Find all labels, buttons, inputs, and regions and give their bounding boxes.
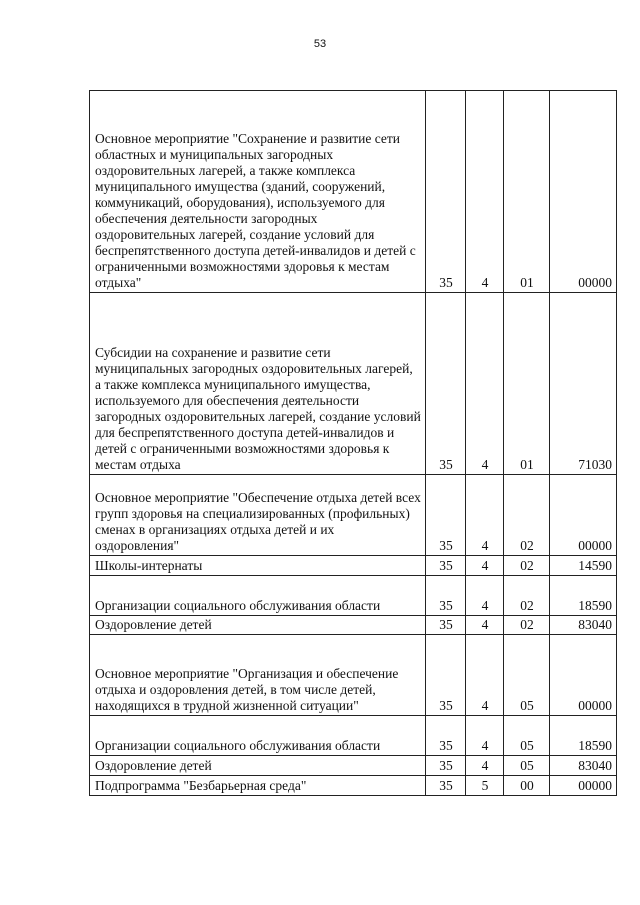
table-row (90, 475, 617, 556)
row-name: Оздоровление детей (90, 616, 426, 635)
code-3: 02 (504, 475, 550, 556)
code-1: 35 (426, 475, 466, 556)
table-row (90, 556, 617, 576)
row-name: Организации социального обслуживания области (90, 716, 426, 756)
code-2: 4 (466, 756, 504, 776)
code-2: 4 (466, 716, 504, 756)
code-3: 00 (504, 776, 550, 796)
code-2: 4 (466, 616, 504, 635)
code-4: 18590 (550, 576, 617, 616)
row-name: Школы-интернаты (90, 556, 426, 576)
code-1: 35 (426, 756, 466, 776)
code-3: 05 (504, 756, 550, 776)
code-2: 4 (466, 91, 504, 293)
code-1: 35 (426, 776, 466, 796)
code-2: 4 (466, 635, 504, 716)
code-2: 4 (466, 475, 504, 556)
page-number: 53 (313, 38, 327, 50)
code-4: 71030 (550, 293, 617, 475)
code-4: 83040 (550, 756, 617, 776)
row-name: Основное мероприятие "Организация и обеспечение отдыха и оздоровления детей, в том числе детей, находящихся в трудной жизненной ситуации" (90, 635, 426, 716)
row-name: Подпрограмма "Безбарьерная среда" (90, 776, 426, 796)
code-3: 01 (504, 91, 550, 293)
code-3: 02 (504, 616, 550, 635)
row-name: Основное мероприятие "Обеспечение отдыха детей всех групп здоровья на специализированных (профильных) сменах в организациях отдыха детей и их оздоровления" (90, 475, 426, 556)
code-2: 4 (466, 556, 504, 576)
code-2: 5 (466, 776, 504, 796)
code-4: 83040 (550, 616, 617, 635)
row-name: Субсидии на сохранение и развитие сети муниципальных загородных оздоровительных лагерей, а также комплекса муниципального имущества, используемого для обеспечения деятельности загородных оздоровительных лагерей, создание условий для беспрепятственного доступа детей-инвалидов и детей с ограниченными возможностями здоровья к местам отдыха (90, 293, 426, 475)
code-3: 02 (504, 576, 550, 616)
table-row (90, 576, 617, 616)
code-4: 00000 (550, 91, 617, 293)
row-name: Оздоровление детей (90, 756, 426, 776)
code-4: 00000 (550, 635, 617, 716)
table-row (90, 776, 617, 796)
code-3: 05 (504, 635, 550, 716)
budget-classification-table (89, 90, 617, 796)
table-row (90, 293, 617, 475)
code-1: 35 (426, 616, 466, 635)
code-1: 35 (426, 556, 466, 576)
row-name: Организации социального обслуживания области (90, 576, 426, 616)
code-1: 35 (426, 716, 466, 756)
row-name: Основное мероприятие "Сохранение и развитие сети областных и муниципальных загородных оздоровительных лагерей, а также комплекса муниципального имущества (зданий, сооружений, коммуникаций, оборудования), используемого для обеспечения деятельности загородных оздоровительных лагерей, создание условий для беспрепятственного доступа детей-инвалидов и детей с ограниченными возможностями здоровья к местам отдыха" (90, 91, 426, 293)
table-row (90, 716, 617, 756)
code-4: 18590 (550, 716, 617, 756)
code-3: 01 (504, 293, 550, 475)
code-4: 14590 (550, 556, 617, 576)
table-row (90, 635, 617, 716)
code-2: 4 (466, 576, 504, 616)
code-3: 02 (504, 556, 550, 576)
code-1: 35 (426, 576, 466, 616)
code-1: 35 (426, 635, 466, 716)
code-3: 05 (504, 716, 550, 756)
table-row (90, 616, 617, 635)
code-4: 00000 (550, 776, 617, 796)
code-1: 35 (426, 293, 466, 475)
table-row (90, 756, 617, 776)
table-row (90, 91, 617, 293)
code-2: 4 (466, 293, 504, 475)
code-1: 35 (426, 91, 466, 293)
code-4: 00000 (550, 475, 617, 556)
